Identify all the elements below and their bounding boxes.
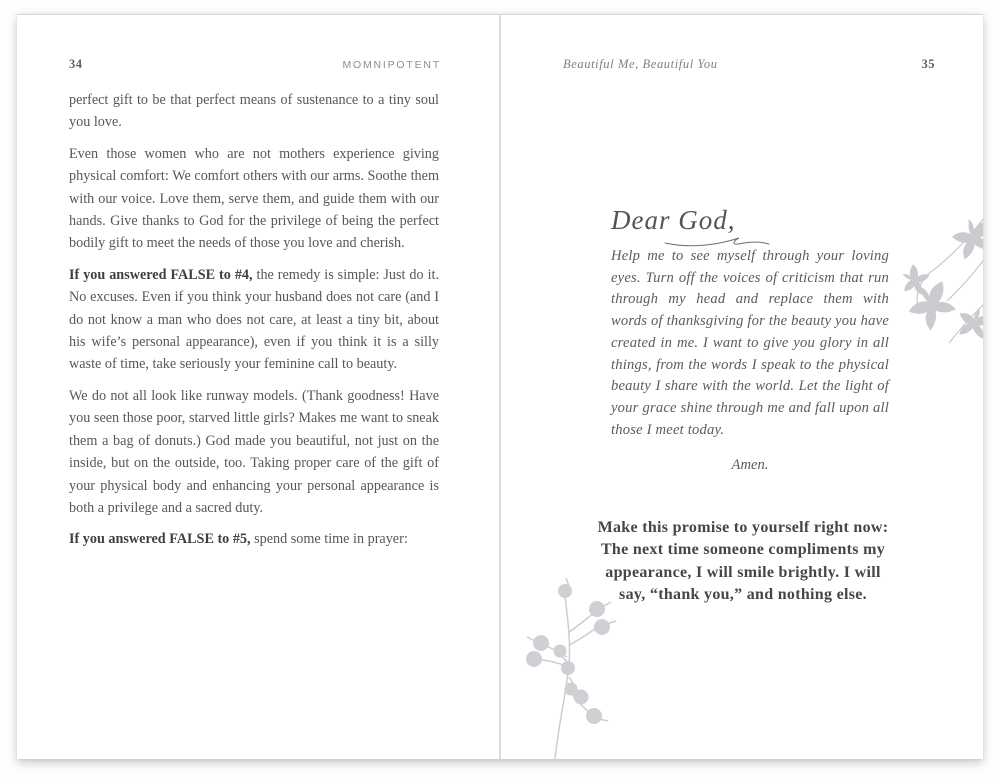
running-head-left: MOMNIPOTENT xyxy=(342,59,441,71)
prayer-section xyxy=(611,203,889,474)
page-number-right: 35 xyxy=(921,57,935,71)
prayer-salutation-text: Dear God, xyxy=(611,205,736,235)
prayer-salutation xyxy=(611,203,889,237)
paragraph-lead-bold: If you answered FALSE to #5, xyxy=(69,531,251,548)
paragraph xyxy=(69,528,439,550)
promise-line: The next time someone compliments my xyxy=(600,541,886,559)
promise-line: say, “thank you,” and nothing else. xyxy=(619,586,867,604)
page-right xyxy=(501,15,983,759)
promise-line: Make this promise to yourself right now: xyxy=(597,519,889,536)
flourish-swash-icon xyxy=(663,232,773,248)
paragraph-text: the remedy is simple: Just do it. No excuses. Even if you think your husband does not care (and I do not know a man who does not care, at least a tiny bit, about his wife’s personal appearance), even if you think it is a silly waste of time, take seriously your feminine call to beauty. xyxy=(69,266,439,373)
paragraph: We do not all look like runway models. (Thank goodness! Have you seen those poor, starved little girls? Makes me want to sneak them a bag of donuts.) God made you beautiful, not just on the inside, but on the outside, too. Taking proper care of the gift of your physical body and enhancing your personal appearance is both a privilege and a sacred duty. xyxy=(69,387,439,516)
page-header-right xyxy=(563,57,935,72)
leaf-cluster-decoration xyxy=(875,183,983,383)
page-left xyxy=(17,15,499,759)
running-head-right: Beautiful Me, Beautiful You xyxy=(563,57,718,71)
paragraph: Even those women who are not mothers experience giving physical comfort: We comfort others with our arms. Soothe them with our voice. Love them, serve them, and guide them with our hands. Give thanks to God for the privilege of being the perfect bodily gift to meet the needs of those you love and cherish. xyxy=(69,145,439,252)
prayer-body: Help me to see myself through your loving eyes. Turn off the voices of criticism that run through my head and replace them with words of thanksgiving for the beauty you have created in me. I want to give you glory in all things, from the words I speak to the physical beauty I share with the world. Let the light of your grace shine through me and fall upon all those I meet today. xyxy=(611,248,889,438)
paragraph-text: spend some time in prayer: xyxy=(250,531,408,548)
paragraph-lead-bold: If you answered FALSE to #4, xyxy=(69,266,253,283)
page-header-left xyxy=(69,57,441,72)
paragraph xyxy=(69,264,439,376)
page-number-left: 34 xyxy=(69,57,83,71)
promise-block xyxy=(567,517,919,607)
body-text-left xyxy=(69,89,439,560)
paragraph: perfect gift to be that perfect means of sustenance to a tiny soul you love. xyxy=(69,92,439,131)
prayer-closing: Amen. xyxy=(731,457,769,474)
book-spread xyxy=(17,14,983,759)
promise-line: appearance, I will smile brightly. I will xyxy=(605,563,881,581)
